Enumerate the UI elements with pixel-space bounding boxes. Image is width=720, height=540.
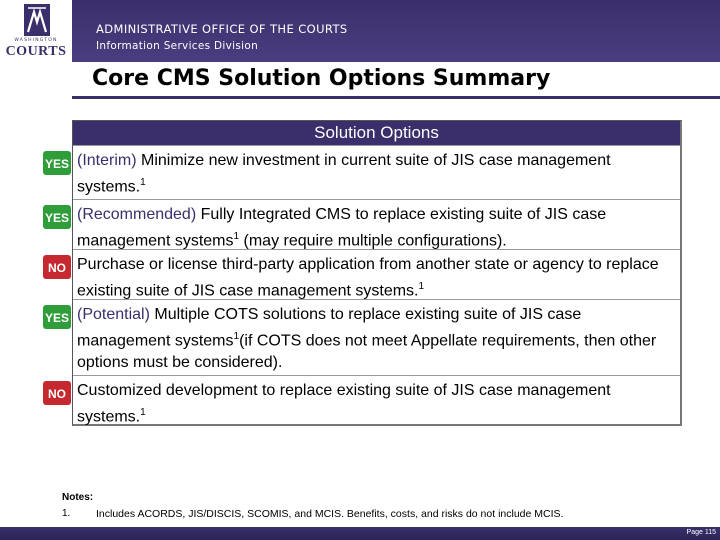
footnote-ref: 1 <box>140 407 146 418</box>
option-text <box>73 376 680 428</box>
no-badge-icon <box>42 380 72 406</box>
option-row <box>73 199 680 249</box>
office-subtitle: Information Services Division <box>96 40 259 52</box>
footnote-ref: 1 <box>418 281 425 292</box>
option-tag: (Recommended) <box>77 206 197 223</box>
option-body: Multiple COTS solutions to replace existing suite of JIS case management systems <box>77 306 582 350</box>
option-text <box>73 146 680 198</box>
footer-bar <box>0 527 720 540</box>
option-tag: (Interim) <box>77 152 137 169</box>
badge-label: NO <box>48 387 66 401</box>
washington-courts-logo <box>0 0 72 62</box>
logo-courts-text: COURTS <box>5 44 67 59</box>
page-title: Core CMS Solution Options Summary <box>92 66 551 91</box>
option-text <box>73 250 680 302</box>
footnote-ref: 1 <box>140 177 146 188</box>
option-body: Fully Integrated CMS to replace existing suite of JIS case management systems <box>77 206 607 250</box>
yes-badge-icon <box>42 304 72 330</box>
badge-label: NO <box>48 261 66 275</box>
option-tail: (may require multiple configurations). <box>239 232 507 250</box>
notes-heading: Notes: <box>62 492 94 503</box>
yes-badge-icon <box>42 204 72 230</box>
option-row <box>73 145 680 199</box>
office-title: ADMINISTRATIVE OFFICE OF THE COURTS <box>96 22 348 36</box>
yes-badge-icon <box>42 150 72 176</box>
badge-label: YES <box>44 311 70 325</box>
note-number: 1. <box>62 508 71 519</box>
option-text <box>73 300 680 374</box>
footnote-ref: 1 <box>233 231 240 242</box>
logo-state-text: WASHINGTON <box>14 38 58 43</box>
footnote-ref: 1 <box>233 331 240 342</box>
badge-label: YES <box>44 157 70 171</box>
solution-options-table <box>72 120 682 426</box>
page-number: Page 115 <box>686 529 716 536</box>
no-badge-icon <box>42 254 72 280</box>
title-divider <box>72 96 720 99</box>
option-tail: (if COTS does not meet Appellate requirements, then other options must be considered). <box>77 332 657 372</box>
option-body: Customized development to replace existing suite of JIS case management systems. <box>77 382 611 426</box>
option-body: Minimize new investment in current suite of JIS case management systems. <box>77 152 611 196</box>
option-row <box>73 375 680 425</box>
note-text: Includes ACORDS, JIS/DISCIS, SCOMIS, and MCIS. Benefits, costs, and risks do not include MCIS. <box>96 508 564 520</box>
badge-label: YES <box>44 211 70 225</box>
option-tag: (Potential) <box>77 306 150 323</box>
courts-emblem-icon <box>24 4 50 36</box>
option-row <box>73 299 680 375</box>
table-header: Solution Options <box>73 121 680 145</box>
option-row <box>73 249 680 299</box>
option-text <box>73 200 680 252</box>
option-body: Purchase or license third-party application from another state or agency to replace existing suite of JIS case management systems. <box>77 256 659 300</box>
